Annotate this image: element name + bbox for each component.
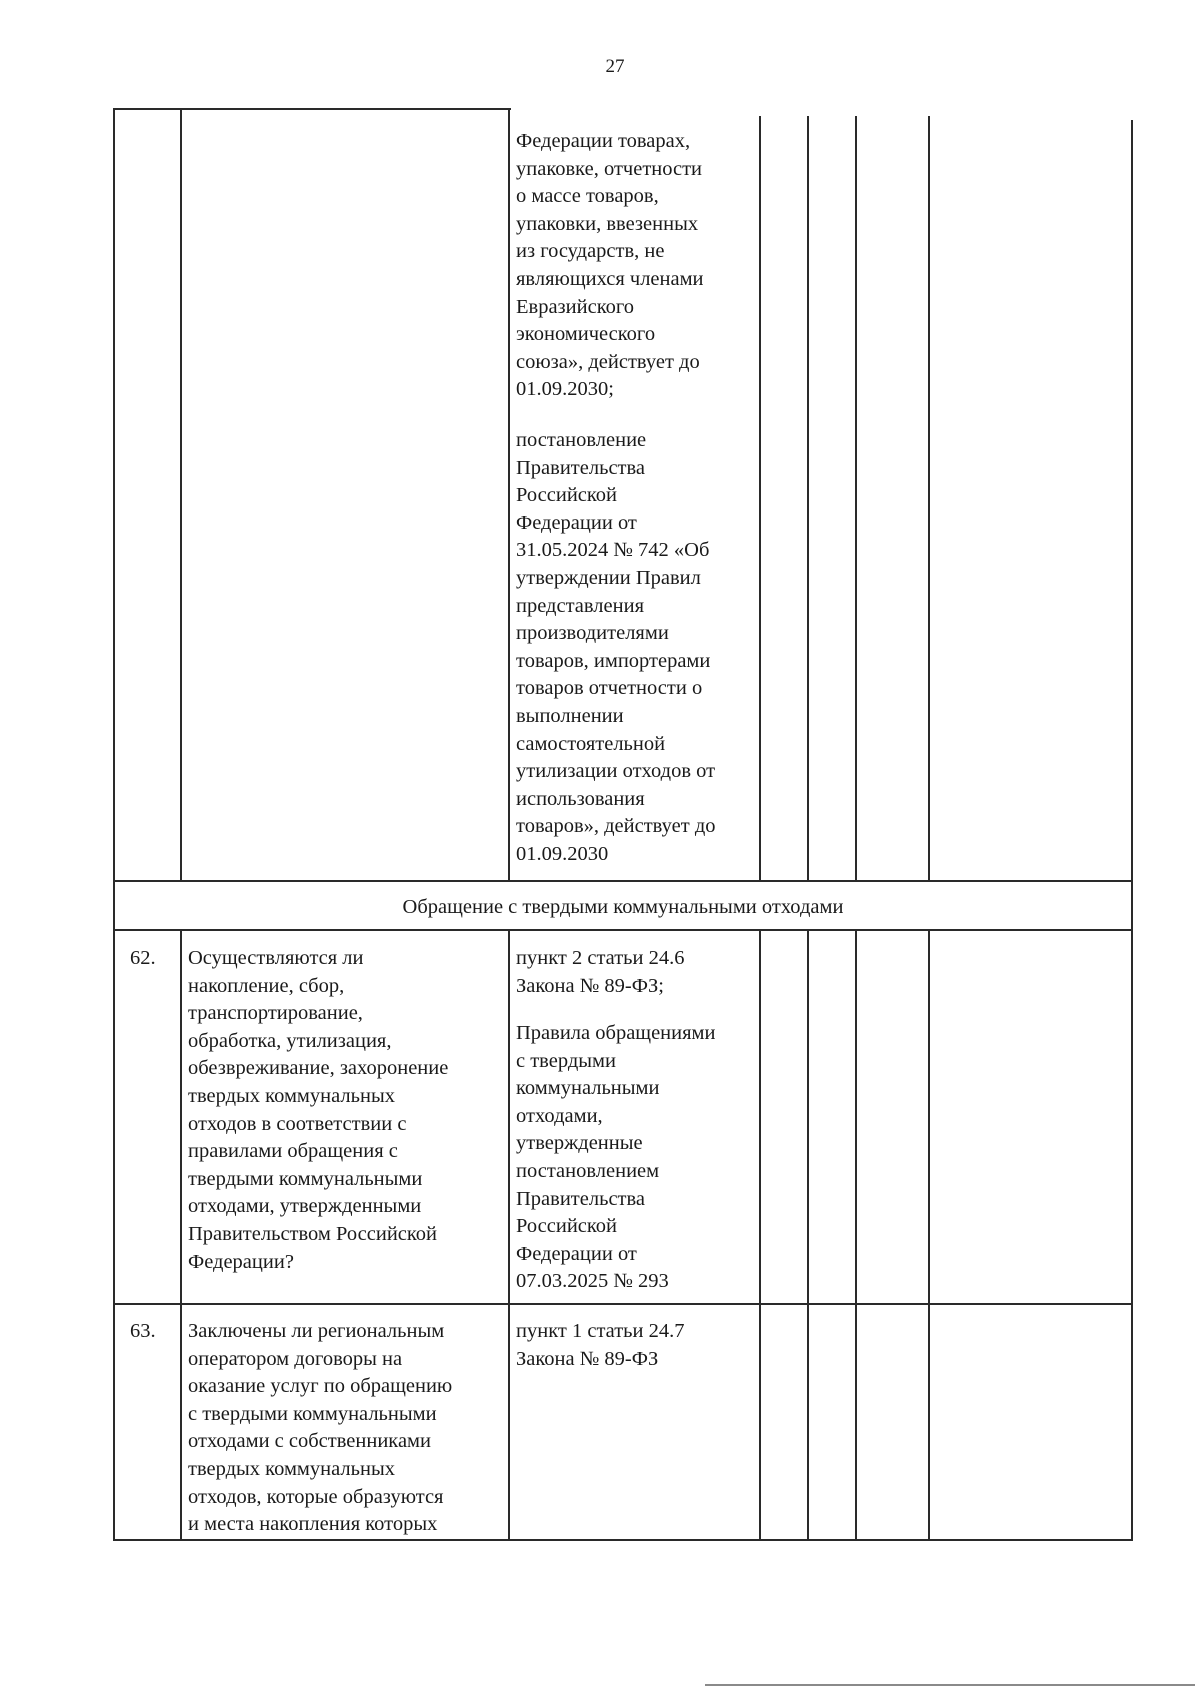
col-border-answer-1 [807, 116, 809, 881]
row-separator [113, 1303, 1133, 1305]
section-top-border [113, 880, 1133, 882]
col-border-number-2 [180, 929, 182, 1540]
col-border-number [180, 108, 182, 881]
col-border-question [508, 108, 510, 881]
section-heading: Обращение с твердыми коммунальными отходами [402, 896, 844, 918]
col-border-answer-3 [928, 116, 930, 881]
row-63-question: Заключены ли региональным оператором договоры на оказание услуг по обращению с твердыми коммунальными отходами с собственниками твердых коммунальных отходов, которые образуются и места накопления которых [188, 1320, 453, 1536]
row-63-reference-1: пункт 1 статьи 24.7 Закона № 89-ФЗ [516, 1320, 685, 1370]
row-62-reference-2: Правила обращениями с твердыми коммунальными отходами, утвержденные постановлением Правительства Российской Федерации от 07.03.2025 № 293 [516, 1022, 716, 1293]
col-border-left [113, 108, 115, 881]
footer-rule [705, 1684, 1195, 1686]
col-border-answer-2 [855, 116, 857, 881]
continuation-reference-1: Федерации товарах, упаковке, отчетности о массе товаров, упаковки, ввезенных из государств, не являющихся членами Евразийского экономического союза», действует до 01.09.2030; [516, 130, 704, 401]
continuation-reference-2: постановление Правительства Российской Федерации от 31.05.2024 № 742 «Об утверждении Правил представления производителями товаров, импортерами товаров отчетности о выполнении самостоятельной утилизации отходов от использования товаров», действует до 01.09.2030 [516, 429, 716, 865]
table-top-border [113, 108, 511, 110]
col-border-right [1131, 120, 1133, 881]
col-border-reference-2 [759, 929, 761, 1540]
col-border-answer-2-2 [855, 929, 857, 1540]
col-border-answer-3-2 [928, 929, 930, 1540]
row-63-number: 63. [130, 1320, 156, 1342]
col-border-left-2 [113, 929, 115, 1540]
col-border-right-2 [1131, 929, 1133, 1540]
col-border-reference [759, 116, 761, 881]
page-number: 27 [605, 56, 625, 77]
row-62-question: Осуществляются ли накопление, сбор, транспортирование, обработка, утилизация, обезвреживание, захоронение твердых коммунальных отходов в соответствии с правилами обращения с твердыми коммунальными отходами, утвержденными Правительством Российской Федерации? [188, 947, 449, 1273]
col-border-answer-1-2 [807, 929, 809, 1540]
section-bottom-border [113, 929, 1133, 931]
table-bottom-border [113, 1539, 1133, 1541]
col-border-question-2 [508, 929, 510, 1540]
row-62-number: 62. [130, 947, 156, 969]
row-62-reference-1: пункт 2 статьи 24.6 Закона № 89-ФЗ; [516, 947, 685, 997]
